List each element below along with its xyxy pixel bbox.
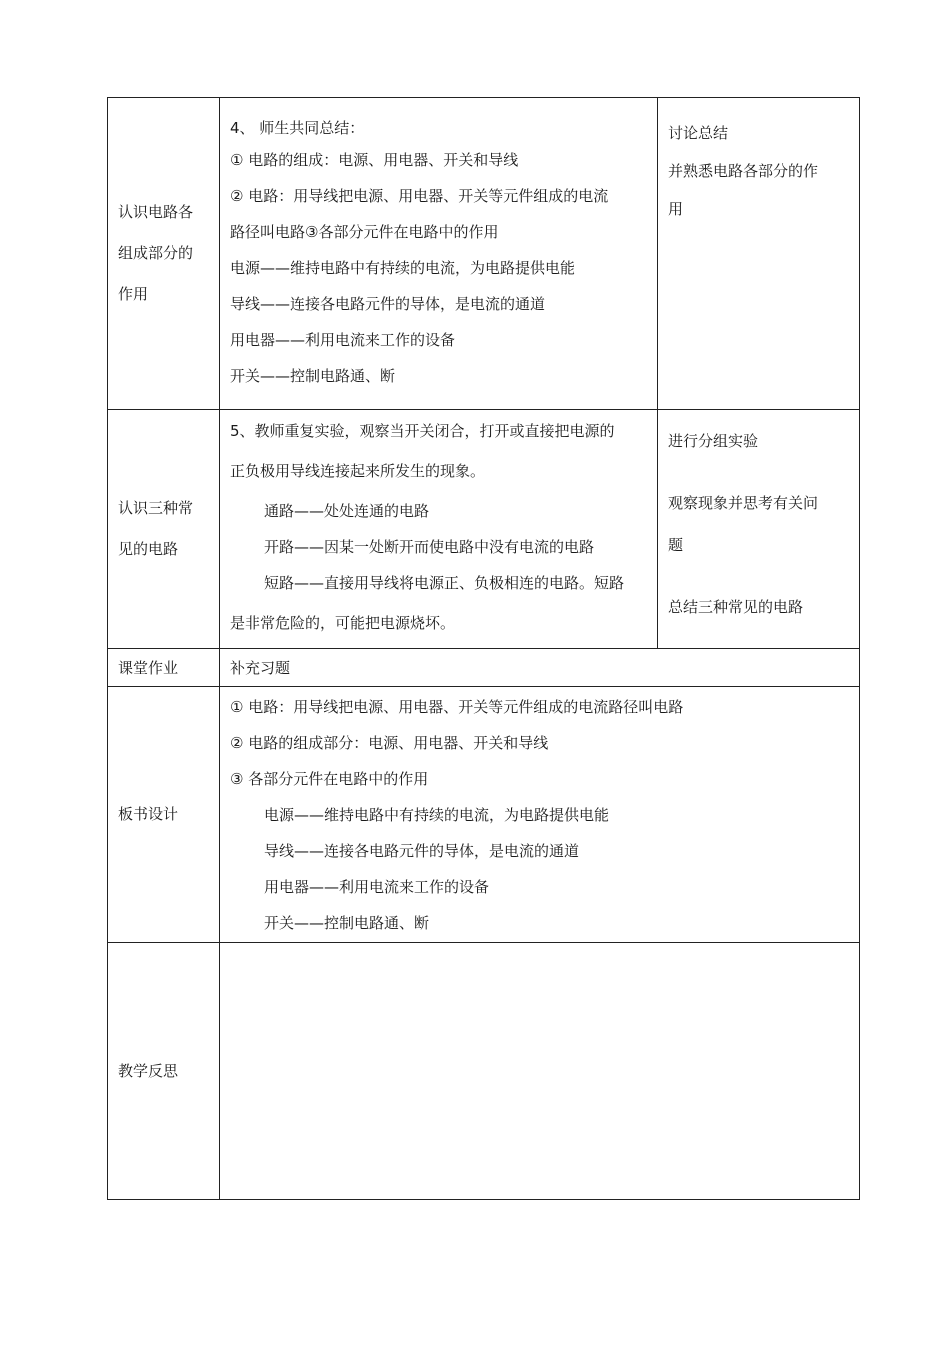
content-line: ② 电路的组成部分：电源、用电器、开关和导线 — [230, 734, 549, 752]
content-line: 用电器——利用电流来工作的设备 — [264, 878, 490, 896]
activity-line: 观察现象并思考有关问 — [668, 494, 819, 512]
reflection-area — [220, 943, 860, 1200]
content-line: 4、 师生共同总结： — [230, 118, 365, 137]
content-line: ③ 各部分元件在电路中的作用 — [230, 770, 429, 788]
content-line: 正负极用导线连接起来所发生的现象。 — [230, 462, 486, 480]
content-line: 通路——处处连通的电路 — [264, 502, 430, 520]
row-activity — [658, 410, 860, 649]
content-line: 导线——连接各电路元件的导体，是电流的通道 — [230, 294, 546, 313]
content-line: 短路——直接用导线将电源正、负极相连的电路。短路 — [264, 574, 625, 592]
content-line: 用电器——利用电流来工作的设备 — [230, 330, 456, 349]
content-line: 5、教师重复实验，观察当开关闭合，打开或直接把电源的 — [230, 422, 615, 440]
content-line: ① 电路：用导线把电源、用电器、开关等元件组成的电流路径叫电路 — [230, 698, 684, 716]
row-activity — [658, 98, 860, 410]
row-label: 课堂作业 — [108, 649, 220, 687]
lesson-plan-table — [107, 97, 860, 1200]
table-row — [108, 98, 860, 410]
table-row — [108, 649, 860, 687]
content-line: 是非常危险的，可能把电源烧坏。 — [230, 614, 456, 632]
activity-line: 并熟悉电路各部分的作 — [668, 162, 819, 180]
row-label-line: 组成部分的 — [118, 244, 194, 262]
activity-line: 总结三种常见的电路 — [668, 598, 804, 616]
content-line: 路径叫电路③各部分元件在电路中的作用 — [230, 222, 499, 241]
content-line: 开关——控制电路通、断 — [230, 366, 396, 385]
content-line: 电源——维持电路中有持续的电流，为电路提供电能 — [264, 806, 610, 824]
row-label-line: 见的电路 — [118, 540, 179, 558]
row-label — [108, 410, 220, 649]
activity-line: 进行分组实验 — [668, 432, 759, 450]
content-line: ② 电路：用导线把电源、用电器、开关等元件组成的电流 — [230, 186, 609, 205]
row-content — [220, 98, 658, 410]
content-line: 开路——因某一处断开而使电路中没有电流的电路 — [264, 538, 595, 556]
table-row — [108, 687, 860, 943]
row-label — [108, 98, 220, 410]
row-label-line: 作用 — [118, 285, 149, 303]
activity-line: 用 — [668, 200, 684, 218]
activity-line: 讨论总结 — [668, 124, 729, 142]
row-content — [220, 687, 860, 943]
content-line: 导线——连接各电路元件的导体，是电流的通道 — [264, 842, 580, 860]
table-row — [108, 410, 860, 649]
row-content — [220, 410, 658, 649]
row-label-line: 认识电路各 — [118, 203, 194, 221]
content-line: 开关——控制电路通、断 — [264, 914, 430, 932]
content-line: 电源——维持电路中有持续的电流，为电路提供电能 — [230, 258, 576, 277]
row-content: 补充习题 — [220, 649, 860, 687]
row-label-line: 认识三种常 — [118, 499, 194, 517]
row-label: 教学反思 — [108, 943, 220, 1200]
table-row — [108, 943, 860, 1200]
activity-line: 题 — [668, 536, 684, 554]
content-line: ① 电路的组成：电源、用电器、开关和导线 — [230, 150, 519, 169]
row-label: 板书设计 — [108, 687, 220, 943]
